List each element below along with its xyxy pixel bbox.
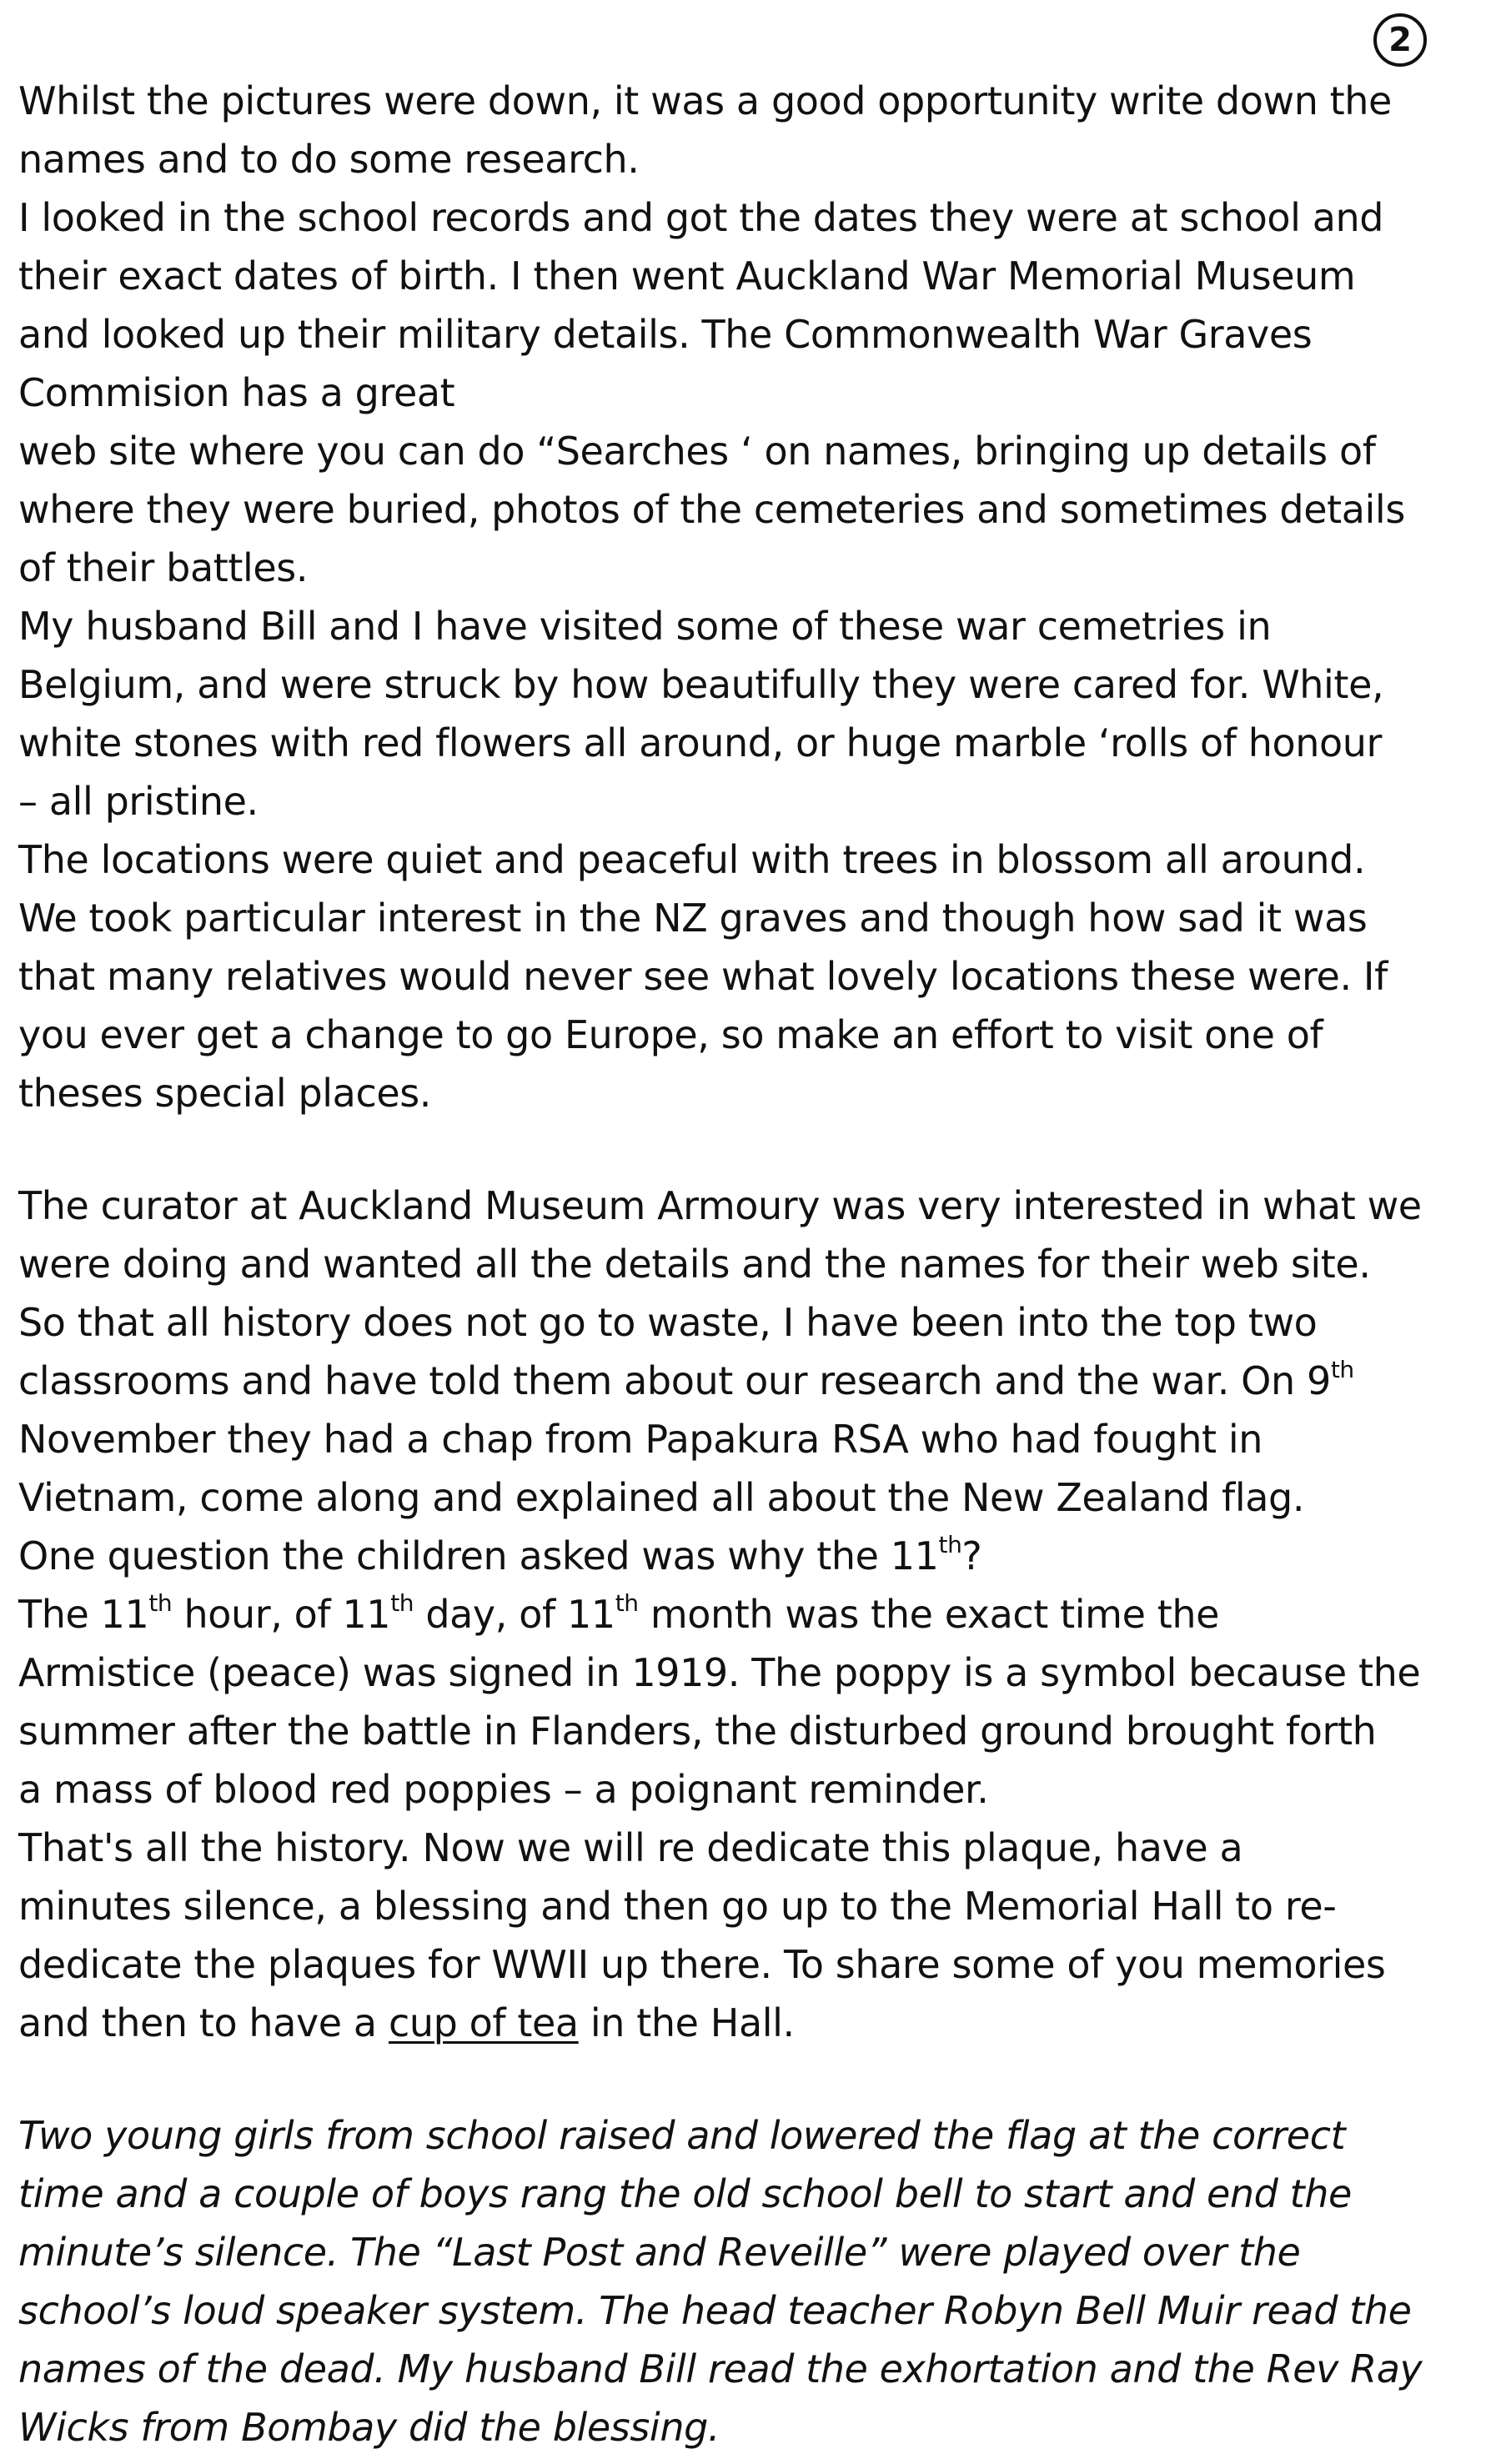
text-line: The curator at Auckland Museum Armoury was very interested in what we (18, 1183, 1422, 1228)
text-line: of their battles. (18, 545, 309, 590)
text-line: that many relatives would never see what lovely locations these were. If (18, 954, 1388, 999)
text-line: and looked up their military details. The Commonwealth War Graves (18, 312, 1313, 357)
page-number: 2 (1388, 21, 1412, 59)
text-span: The 11 (18, 1592, 149, 1637)
text-line: Whilst the pictures were down, it was a good opportunity write down the (18, 78, 1392, 123)
text-line: web site where you can do “Searches ‘ on names, bringing up details of (18, 429, 1376, 474)
text-line: theses special places. (18, 1071, 432, 1116)
text-span: month was the exact time the (638, 1592, 1219, 1637)
text-line: their exact dates of birth. I then went Auckland War Memorial Museum (18, 253, 1356, 299)
text-line: That's all the history. Now we will re dedicate this plaque, have a (18, 1825, 1243, 1870)
text-line: Vietnam, come along and explained all about the New Zealand flag. (18, 1475, 1305, 1520)
text-line: minutes silence, a blessing and then go up to the Memorial Hall to re- (18, 1884, 1337, 1929)
text-span: in the Hall. (578, 2000, 795, 2045)
text-line: dedicate the plaques for WWII up there. To share some of you memories (18, 1942, 1386, 1987)
superscript: th (1330, 1356, 1354, 1383)
italic-text-line: minute’s silence. The “Last Post and Reveille” were played over the (18, 2230, 1301, 2275)
italic-text-line: names of the dead. My husband Bill read the exhortation and the Rev Ray (18, 2346, 1423, 2391)
text-line (18, 1585, 1219, 1644)
italic-text-line: Two young girls from school raised and lowered the flag at the correct (18, 2113, 1346, 2158)
text-line: names and to do some research. (18, 137, 640, 182)
text-span: day, of 11 (414, 1592, 615, 1637)
text-line: We took particular interest in the NZ graves and though how sad it was (18, 896, 1368, 941)
superscript: th (615, 1589, 639, 1617)
text-line (18, 1352, 1354, 1410)
text-line: were doing and wanted all the details and the names for their web site. (18, 1242, 1371, 1287)
text-line: Commision has a great (18, 370, 455, 415)
text-span: and then to have a (18, 2000, 389, 2045)
text-line: November they had a chap from Papakura RSA who had fought in (18, 1417, 1263, 1462)
text-line: white stones with red flowers all around, or huge marble ‘rolls of honour (18, 720, 1382, 765)
italic-text-line: Wicks from Bombay did the blessing. (18, 2405, 720, 2450)
page-number-badge (1373, 13, 1427, 67)
text-line: a mass of blood red poppies – a poignant reminder. (18, 1767, 989, 1812)
text-line: The locations were quiet and peaceful with trees in blossom all around. (18, 837, 1366, 882)
text-line (18, 1994, 795, 2052)
underlined-text: cup of tea (388, 2000, 579, 2045)
italic-text-line: time and a couple of boys rang the old school bell to start and end the (18, 2171, 1352, 2216)
text-line: you ever get a change to go Europe, so make an effort to visit one of (18, 1012, 1323, 1057)
italic-text-line: school’s loud speaker system. The head teacher Robyn Bell Muir read the (18, 2288, 1412, 2333)
text-span: hour, of 11 (172, 1592, 391, 1637)
text-span: ? (961, 1533, 982, 1578)
text-line: – all pristine. (18, 779, 259, 824)
text-line: Armistice (peace) was signed in 1919. The poppy is a symbol because the (18, 1650, 1421, 1695)
text-span: classrooms and have told them about our research and the war. On 9 (18, 1358, 1331, 1403)
text-line (18, 1527, 981, 1585)
text-line: My husband Bill and I have visited some of these war cemetries in (18, 604, 1272, 649)
text-line: I looked in the school records and got the dates they were at school and (18, 195, 1384, 240)
superscript: th (938, 1531, 962, 1558)
text-line: So that all history does not go to waste, I have been into the top two (18, 1300, 1318, 1345)
superscript: th (148, 1589, 173, 1617)
text-line: where they were buried, photos of the cemeteries and sometimes details (18, 487, 1405, 532)
text-line: Belgium, and were struck by how beautifully they were cared for. White, (18, 662, 1384, 707)
text-line: summer after the battle in Flanders, the disturbed ground brought forth (18, 1709, 1377, 1754)
text-span: One question the children asked was why the 11 (18, 1533, 939, 1578)
superscript: th (390, 1589, 414, 1617)
